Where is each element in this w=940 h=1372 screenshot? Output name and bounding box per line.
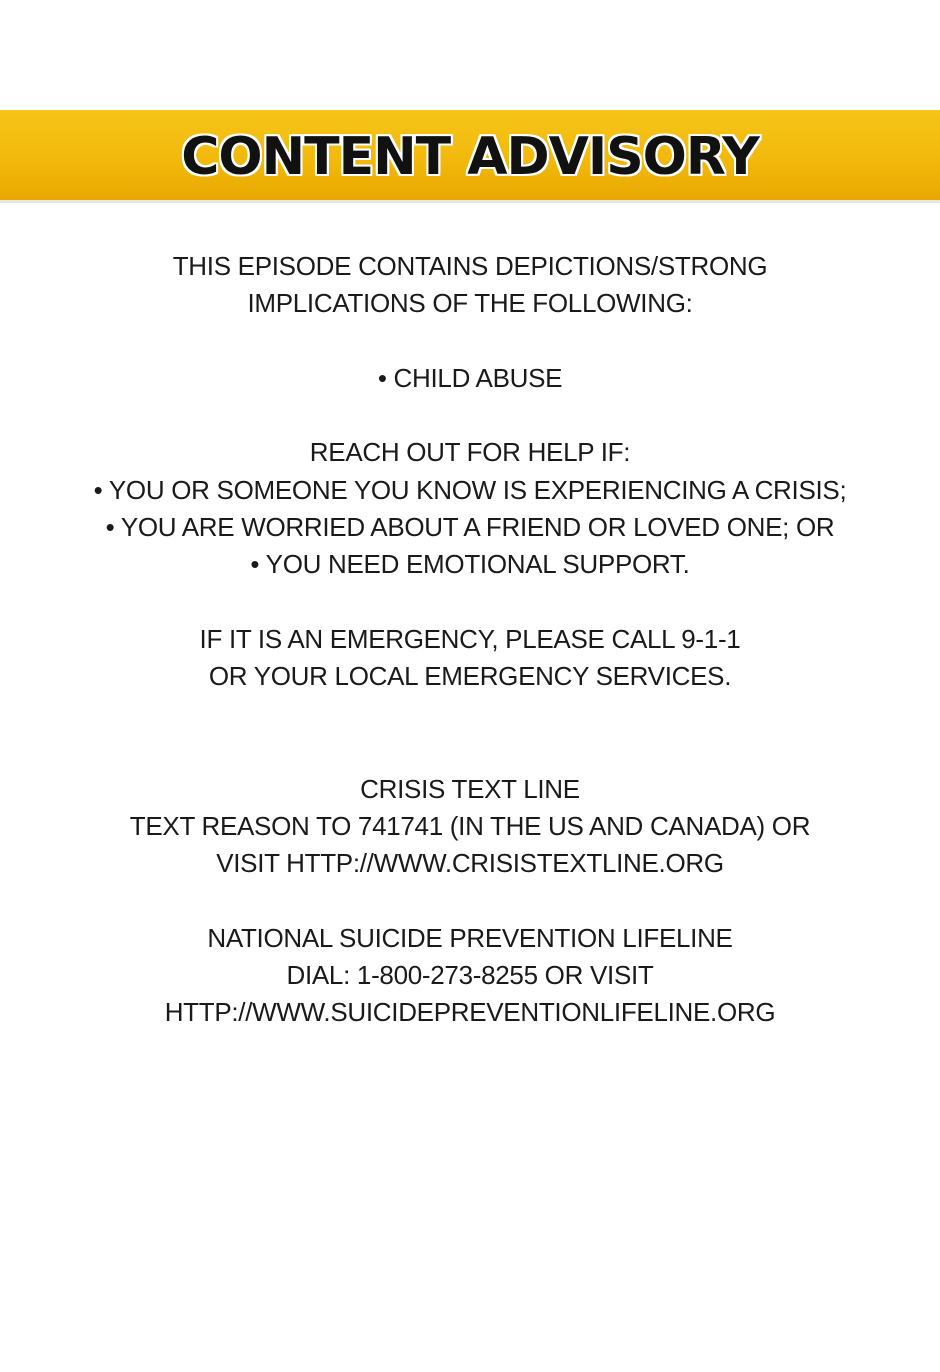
topic-item: • CHILD ABUSE xyxy=(377,362,563,393)
crisis-text-line-url: VISIT HTTP://WWW.CRISISTEXTLINE.ORG xyxy=(216,848,724,879)
advisory-title: CONTENT ADVISORY xyxy=(181,127,759,187)
help-item: • YOU ARE WORRIED ABOUT A FRIEND OR LOVED ONE; OR xyxy=(105,512,835,543)
crisis-text-line-instructions: TEXT REASON TO 741741 (IN THE US AND CANADA) OR xyxy=(129,810,811,841)
help-heading: REACH OUT FOR HELP IF: xyxy=(309,437,631,468)
emergency-line-1: IF IT IS AN EMERGENCY, PLEASE CALL 9-1-1 xyxy=(199,623,741,654)
help-item: • YOU OR SOMEONE YOU KNOW IS EXPERIENCING A CRISIS; xyxy=(93,474,847,505)
lifeline-phone: DIAL: 1-800-273-8255 OR VISIT xyxy=(286,960,654,991)
advisory-banner xyxy=(0,110,940,203)
help-item: • YOU NEED EMOTIONAL SUPPORT. xyxy=(250,549,690,580)
emergency-line-2: OR YOUR LOCAL EMERGENCY SERVICES. xyxy=(208,661,732,692)
intro-line-2: IMPLICATIONS OF THE FOLLOWING: xyxy=(247,288,693,319)
intro-line-1: THIS EPISODE CONTAINS DEPICTIONS/STRONG xyxy=(172,251,768,281)
lifeline-name: NATIONAL SUICIDE PREVENTION LIFELINE xyxy=(207,922,733,953)
advisory-body xyxy=(0,248,940,1032)
lifeline-url: HTTP://WWW.SUICIDEPREVENTIONLIFELINE.ORG xyxy=(164,997,776,1028)
crisis-text-line-name: CRISIS TEXT LINE xyxy=(360,773,580,804)
